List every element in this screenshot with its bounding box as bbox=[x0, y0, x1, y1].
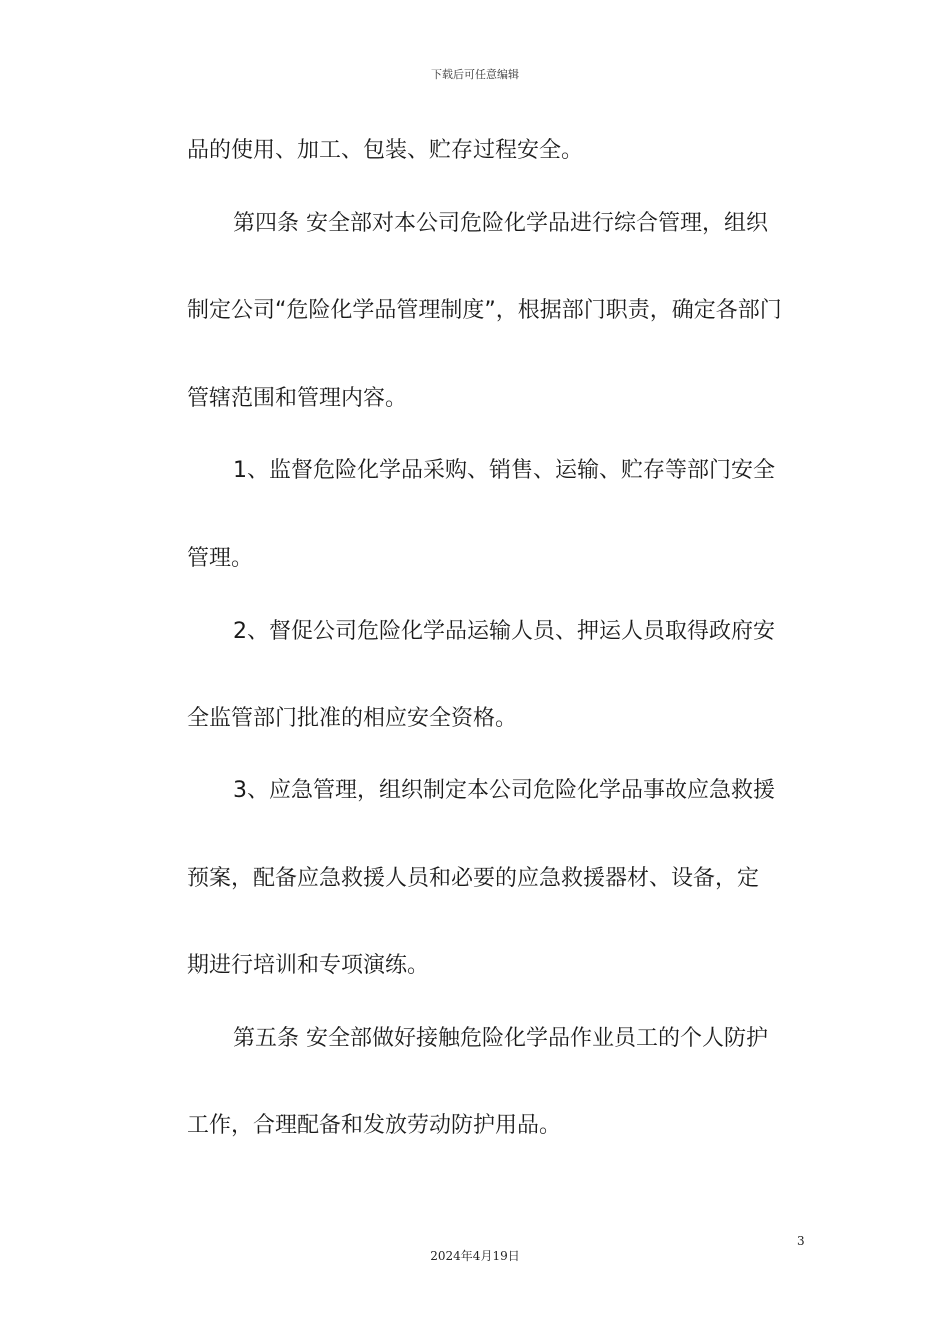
list-item-1-line: 1、监督危险化学品采购、销售、运输、贮存等部门安全 bbox=[233, 458, 775, 483]
list-item-2-line: 2、督促公司危险化学品运输人员、押运人员取得政府安 bbox=[233, 619, 775, 644]
paragraph-line: 期进行培训和专项演练。 bbox=[187, 953, 430, 978]
footer-date: 2024年4月19日 bbox=[430, 1249, 520, 1263]
page-number: 3 bbox=[797, 1234, 805, 1248]
list-item-3-line: 3、应急管理，组织制定本公司危险化学品事故应急救援 bbox=[233, 778, 775, 803]
paragraph-line: 工作，合理配备和发放劳动防护用品。 bbox=[187, 1113, 562, 1138]
paragraph-line: 制定公司“危险化学品管理制度”，根据部门职责，确定各部门 bbox=[187, 298, 782, 323]
article-4-heading-line: 第四条 安全部对本公司危险化学品进行综合管理，组织 bbox=[233, 211, 768, 236]
paragraph-line: 全监管部门批准的相应安全资格。 bbox=[187, 706, 518, 731]
paragraph-line: 管理。 bbox=[187, 546, 254, 571]
paragraph-line: 品的使用、加工、包装、贮存过程安全。 bbox=[187, 138, 584, 163]
paragraph-line: 预案，配备应急救援人员和必要的应急救援器材、设备，定 bbox=[187, 866, 760, 891]
page-header: 下载后可任意编辑 bbox=[431, 68, 519, 81]
article-5-heading-line: 第五条 安全部做好接触危险化学品作业员工的个人防护 bbox=[233, 1026, 768, 1051]
paragraph-line: 管辖范围和管理内容。 bbox=[187, 386, 408, 411]
